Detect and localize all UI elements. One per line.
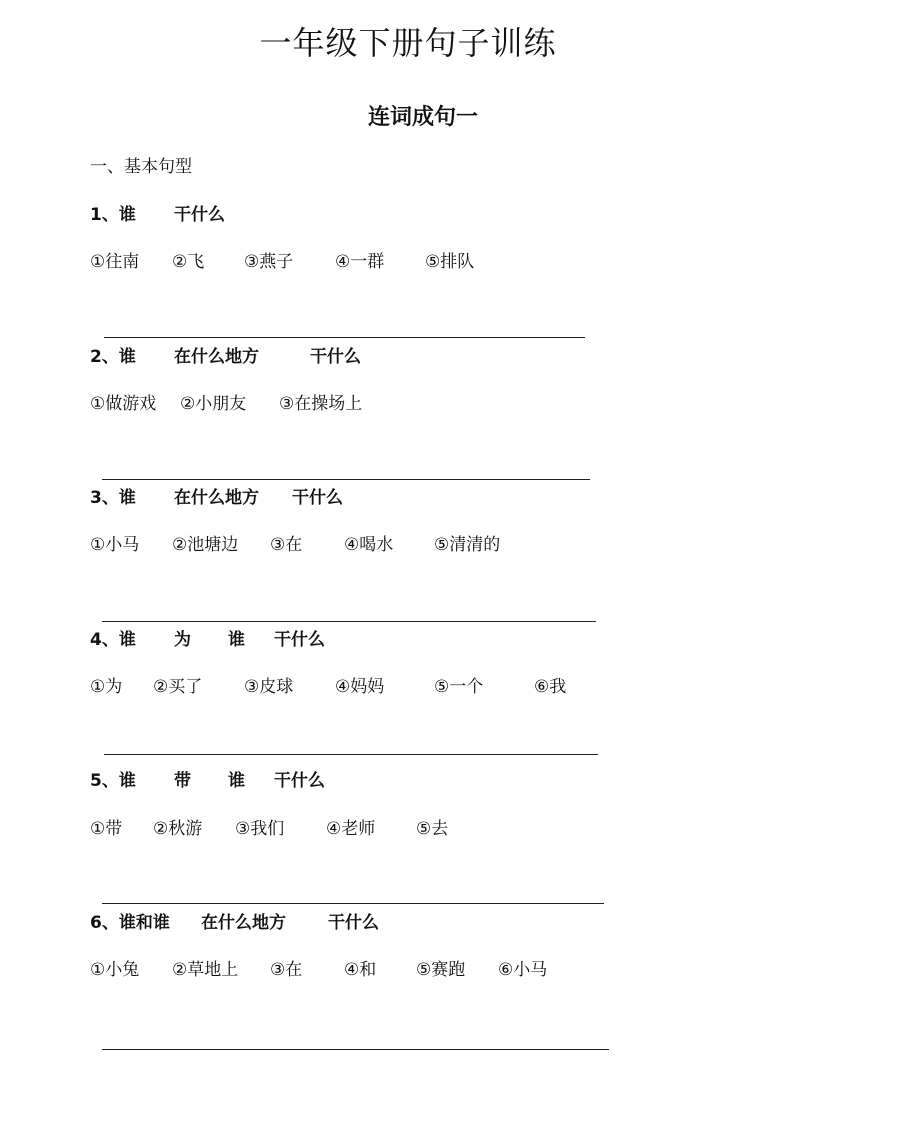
pattern-part: 干什么 bbox=[292, 488, 343, 508]
word-option: ④老师 bbox=[326, 819, 376, 839]
section-heading: 一、基本句型 bbox=[90, 157, 192, 177]
pattern-part: 为 bbox=[174, 630, 191, 650]
page-title: 一年级下册句子训练 bbox=[259, 24, 557, 62]
word-option: ⑤排队 bbox=[425, 252, 475, 272]
word-option: ②池塘边 bbox=[172, 535, 239, 555]
word-option: ⑥小马 bbox=[498, 960, 548, 980]
pattern-part: 干什么 bbox=[274, 771, 325, 791]
word-option: ⑤清清的 bbox=[434, 535, 501, 555]
word-option: ①做游戏 bbox=[90, 394, 157, 414]
pattern-part: 在什么地方 bbox=[201, 913, 286, 933]
pattern-part: 6、谁和谁 bbox=[90, 913, 170, 933]
pattern-part: 带 bbox=[174, 771, 191, 791]
word-option: ⑤去 bbox=[416, 819, 449, 839]
pattern-part: 2、谁 bbox=[90, 347, 136, 367]
word-option: ④喝水 bbox=[344, 535, 394, 555]
word-option: ③在 bbox=[270, 535, 303, 555]
answer-line-4[interactable] bbox=[104, 754, 598, 755]
answer-line-1[interactable] bbox=[104, 337, 585, 338]
word-option: ④和 bbox=[344, 960, 377, 980]
word-option: ②飞 bbox=[172, 252, 205, 272]
word-option: ③皮球 bbox=[244, 677, 294, 697]
word-option: ③在 bbox=[270, 960, 303, 980]
pattern-part: 4、谁 bbox=[90, 630, 136, 650]
word-option: ⑥我 bbox=[534, 677, 567, 697]
word-option: ①往南 bbox=[90, 252, 140, 272]
word-option: ③在操场上 bbox=[279, 394, 363, 414]
word-option: ⑤一个 bbox=[434, 677, 484, 697]
pattern-part: 干什么 bbox=[310, 347, 361, 367]
pattern-part: 干什么 bbox=[328, 913, 379, 933]
word-option: ②秋游 bbox=[153, 819, 203, 839]
pattern-part: 在什么地方 bbox=[174, 347, 259, 367]
page-subtitle: 连词成句一 bbox=[367, 105, 478, 130]
pattern-part: 1、谁 bbox=[90, 205, 136, 225]
word-option: ①小兔 bbox=[90, 960, 140, 980]
pattern-part: 5、谁 bbox=[90, 771, 136, 791]
word-option: ②买了 bbox=[153, 677, 203, 697]
word-option: ③我们 bbox=[235, 819, 285, 839]
word-option: ⑤赛跑 bbox=[416, 960, 466, 980]
answer-line-2[interactable] bbox=[102, 479, 590, 480]
pattern-part: 干什么 bbox=[174, 205, 225, 225]
word-option: ③燕子 bbox=[244, 252, 294, 272]
word-option: ②草地上 bbox=[172, 960, 239, 980]
word-option: ①为 bbox=[90, 677, 123, 697]
word-option: ②小朋友 bbox=[180, 394, 247, 414]
answer-line-5[interactable] bbox=[102, 903, 604, 904]
pattern-part: 谁 bbox=[228, 630, 245, 650]
pattern-part: 干什么 bbox=[274, 630, 325, 650]
word-option: ①带 bbox=[90, 819, 123, 839]
word-option: ①小马 bbox=[90, 535, 140, 555]
pattern-part: 在什么地方 bbox=[174, 488, 259, 508]
word-option: ④一群 bbox=[335, 252, 385, 272]
answer-line-6[interactable] bbox=[102, 1049, 609, 1050]
pattern-part: 3、谁 bbox=[90, 488, 136, 508]
word-option: ④妈妈 bbox=[335, 677, 385, 697]
answer-line-3[interactable] bbox=[102, 621, 596, 622]
pattern-part: 谁 bbox=[228, 771, 245, 791]
